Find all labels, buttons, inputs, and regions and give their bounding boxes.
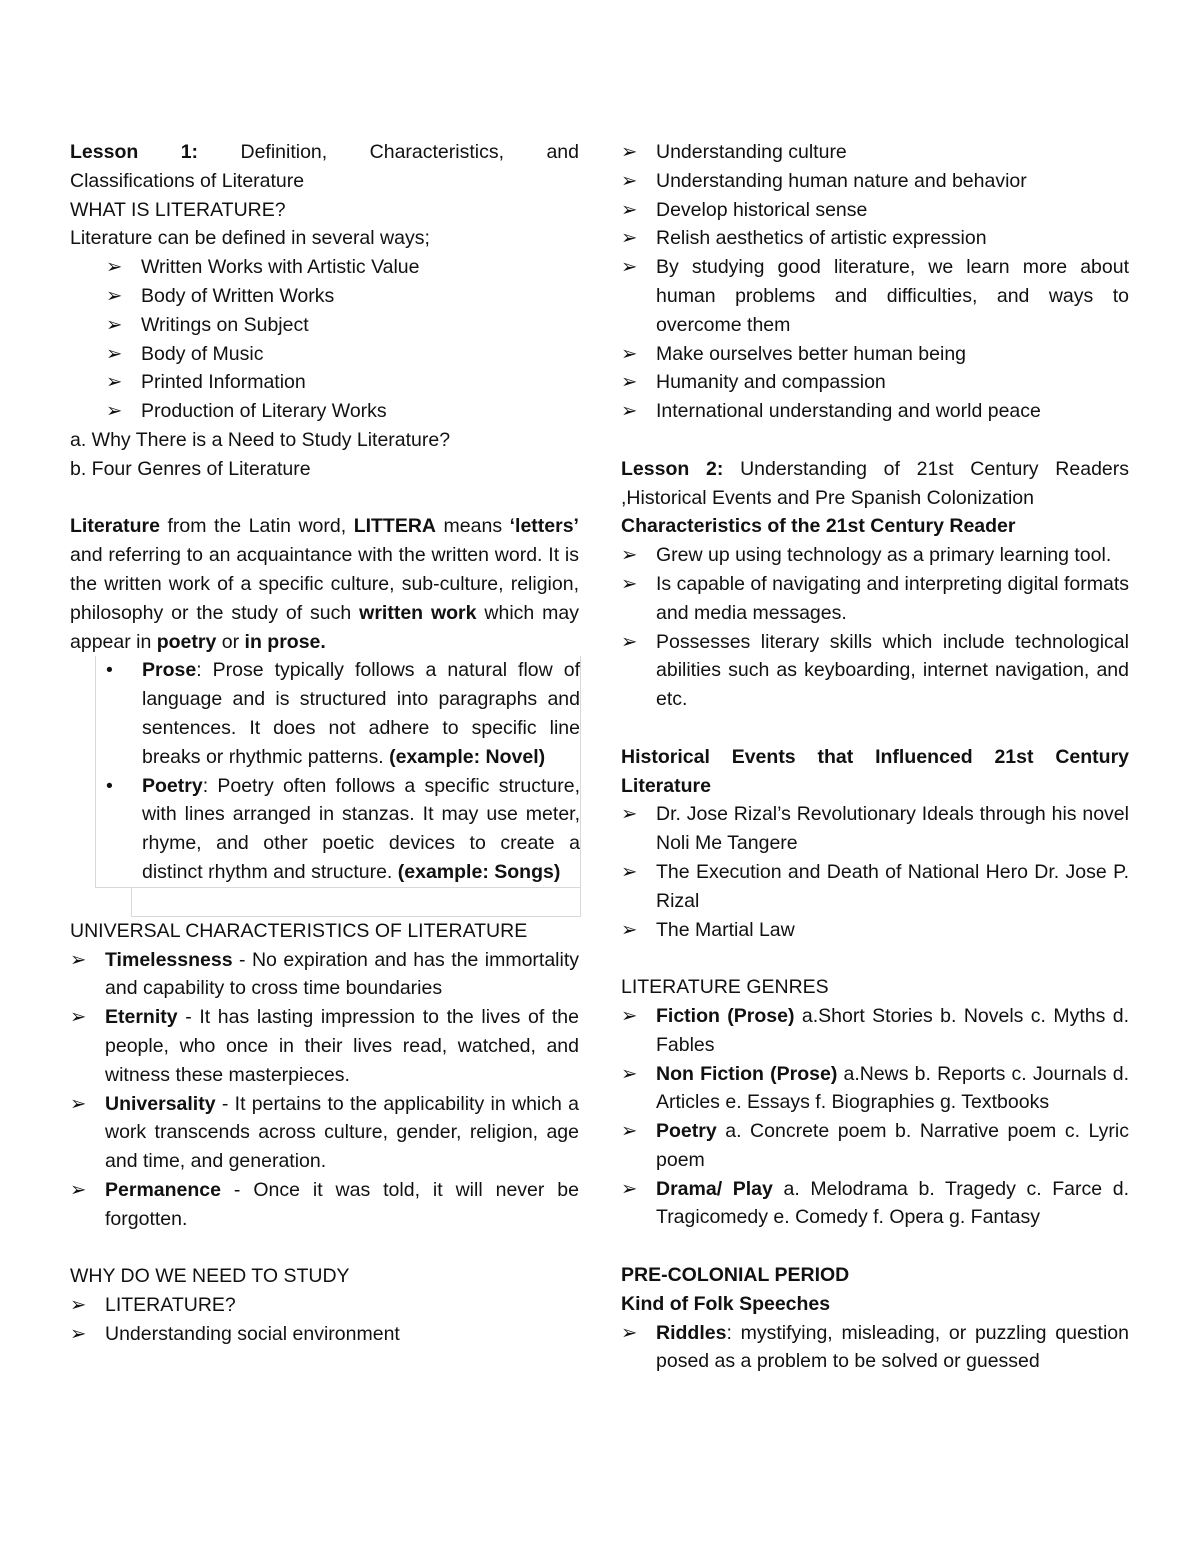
arrow-icon: ➢ <box>621 1177 638 1200</box>
arrow-icon: ➢ <box>621 400 638 423</box>
why-study-list-continued <box>621 138 1129 426</box>
list-item: ➢ Understanding human nature and behavior <box>621 167 1129 196</box>
list-item: ➢ International understanding and world peace <box>621 397 1129 426</box>
list-item: ➢ Possesses literary skills which include technological abilities such as keyboarding, internet navigation, and etc. <box>621 628 1129 714</box>
arrow-icon: ➢ <box>106 313 123 336</box>
list-item: ➢ Eternity - It has lasting impression to the lives of the people, who once in their lives read, watched, and witness these masterpieces. <box>70 1003 579 1089</box>
arrow-icon: ➢ <box>621 572 638 595</box>
arrow-icon: ➢ <box>70 1178 87 1201</box>
arrow-icon: ➢ <box>621 169 638 192</box>
folk-speeches-list <box>621 1319 1129 1377</box>
list-item: ➢ Fiction (Prose) a.Short Stories b. Novels c. Myths d. Fables <box>621 1002 1129 1060</box>
list-item: ➢ By studying good literature, we learn more about human problems and difficulties, and ways to overcome them <box>621 253 1129 339</box>
list-item: ➢ Dr. Jose Rizal’s Revolutionary Ideals through his novel Noli Me Tangere <box>621 800 1129 858</box>
list-item: ➢ Relish aesthetics of artistic expression <box>621 224 1129 253</box>
list-item: ➢ Timelessness - No expiration and has the immortality and capability to cross time boundaries <box>70 946 579 1004</box>
list-item: ➢ LITERATURE? <box>70 1291 579 1320</box>
historical-events-heading: Historical Events that Influenced 21st Century Literature <box>621 745 1129 797</box>
arrow-icon: ➢ <box>106 400 123 423</box>
arrow-icon: ➢ <box>621 1062 638 1085</box>
list-item: ➢ Riddles: mystifying, misleading, or puzzling question posed as a problem to be solved or guessed <box>621 1319 1129 1377</box>
list-item: ➢ Body of Written Works <box>70 282 579 311</box>
arrow-icon: ➢ <box>70 1092 87 1115</box>
list-item: ➢ Writings on Subject <box>70 311 579 340</box>
universal-heading: UNIVERSAL CHARACTERISTICS OF LITERATURE <box>70 919 528 942</box>
ways-list <box>70 253 579 426</box>
list-item: ➢ Printed Information <box>70 368 579 397</box>
arrow-icon: ➢ <box>621 803 638 826</box>
list-item: ➢ Is capable of navigating and interpreting digital formats and media messages. <box>621 570 1129 628</box>
bullet-icon: • <box>106 774 113 797</box>
precolonial-heading: PRE-COLONIAL PERIOD <box>621 1264 850 1287</box>
char21-list <box>621 541 1129 714</box>
arrow-icon: ➢ <box>621 1120 638 1143</box>
list-item: ➢ Written Works with Artistic Value <box>70 253 579 282</box>
folk-speeches-heading: Kind of Folk Speeches <box>621 1292 831 1315</box>
arrow-icon: ➢ <box>106 371 123 394</box>
why-study-heading: WHY DO WE NEED TO STUDY <box>70 1265 350 1288</box>
what-is-literature-heading: WHAT IS LITERATURE? <box>70 198 286 221</box>
list-item: ➢ Make ourselves better human being <box>621 340 1129 369</box>
characteristics-list <box>70 946 579 1234</box>
arrow-icon: ➢ <box>621 860 638 883</box>
historical-events-list <box>621 800 1129 944</box>
arrow-icon: ➢ <box>621 918 638 941</box>
list-item: ➢ Humanity and compassion <box>621 368 1129 397</box>
right-column <box>621 138 1129 1376</box>
arrow-icon: ➢ <box>621 544 638 567</box>
lesson2-title: Lesson 2: Understanding of 21st Century Readers ,Historical Events and Pre Spanish Colonization <box>621 457 1130 509</box>
list-item: ➢ Poetry a. Concrete poem b. Narrative poem c. Lyric poem <box>621 1117 1129 1175</box>
arrow-icon: ➢ <box>621 1004 638 1027</box>
genres-heading: LITERATURE GENRES <box>621 976 829 999</box>
arrow-icon: ➢ <box>621 371 638 394</box>
question-a: a. Why There is a Need to Study Literature? <box>70 428 451 451</box>
char21-heading: Characteristics of the 21st Century Reader <box>621 515 1016 538</box>
list-item: • Prose: Prose typically follows a natural flow of language and is structured into paragraphs and sentences. It does not adhere to specific line breaks or rhythmic patterns. (example: Novel) <box>96 656 580 771</box>
lesson1-title-line2: Classifications of Literature <box>70 169 305 192</box>
arrow-icon: ➢ <box>621 1321 638 1344</box>
arrow-icon: ➢ <box>621 227 638 250</box>
arrow-icon: ➢ <box>70 1006 87 1029</box>
lesson1-title: Lesson 1: Definition, Characteristics, and <box>70 141 579 163</box>
list-item: ➢ Non Fiction (Prose) a.News b. Reports c. Journals d. Articles e. Essays f. Biographies g. Textbooks <box>621 1060 1129 1118</box>
arrow-icon: ➢ <box>621 630 638 653</box>
list-item: ➢ Understanding culture <box>621 138 1129 167</box>
list-item: ➢ Body of Music <box>70 340 579 369</box>
arrow-icon: ➢ <box>70 948 87 971</box>
arrow-icon: ➢ <box>106 342 123 365</box>
list-item: ➢ Permanence - Once it was told, it will never be forgotten. <box>70 1176 579 1234</box>
list-item: • Poetry: Poetry often follows a specific structure, with lines arranged in stanzas. It may use meter, rhyme, and other poetic devices to create a distinct rhythm and structure. (example: Songs) <box>96 772 580 887</box>
left-column <box>70 138 579 1349</box>
list-item: ➢ The Martial Law <box>621 916 1129 945</box>
list-item: ➢ Develop historical sense <box>621 196 1129 225</box>
why-study-list <box>70 1291 579 1349</box>
arrow-icon: ➢ <box>70 1294 87 1317</box>
empty-box <box>131 888 581 917</box>
arrow-icon: ➢ <box>106 256 123 279</box>
list-item: ➢ The Execution and Death of National Hero Dr. Jose P. Rizal <box>621 858 1129 916</box>
genres-list <box>621 1002 1129 1232</box>
arrow-icon: ➢ <box>621 342 638 365</box>
bullet-icon: • <box>106 659 113 682</box>
arrow-icon: ➢ <box>621 198 638 221</box>
list-item: ➢ Grew up using technology as a primary learning tool. <box>621 541 1129 570</box>
arrow-icon: ➢ <box>621 141 638 163</box>
literature-definition: Literature from the Latin word, LITTERA means ‘letters’ and referring to an acquaintance with the written word. It is the written work of a specific culture, sub-culture, religion, philosophy or the study of such written work which may appear in poetry or in prose. <box>70 515 579 653</box>
arrow-icon: ➢ <box>70 1322 87 1345</box>
arrow-icon: ➢ <box>621 256 638 279</box>
list-item: ➢ Drama/ Play a. Melodrama b. Tragedy c. Farce d. Tragicomedy e. Comedy f. Opera g. Fantasy <box>621 1175 1129 1233</box>
definition-intro: Literature can be defined in several ways; <box>70 227 430 250</box>
arrow-icon: ➢ <box>106 284 123 307</box>
list-item: ➢ Production of Literary Works <box>70 397 579 426</box>
prose-poetry-box <box>95 656 581 887</box>
list-item: ➢ Understanding social environment <box>70 1320 579 1349</box>
question-b: b. Four Genres of Literature <box>70 457 311 480</box>
list-item: ➢ Universality - It pertains to the applicability in which a work transcends across culture, gender, religion, age and time, and generation. <box>70 1090 579 1176</box>
